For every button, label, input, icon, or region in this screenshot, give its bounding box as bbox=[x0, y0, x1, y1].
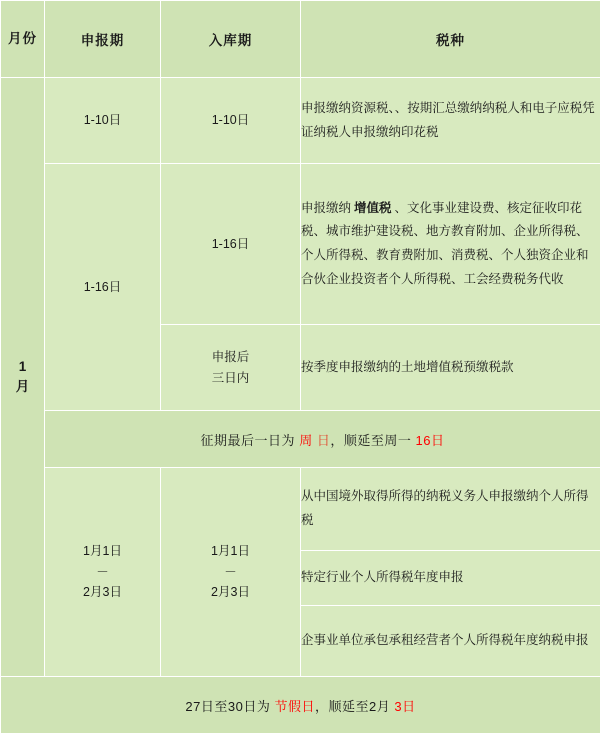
declaration-period-4-line2: 2月3日 bbox=[83, 585, 122, 600]
declaration-period-4 bbox=[45, 468, 161, 677]
note-1-red2: 16日 bbox=[415, 432, 445, 448]
note-2-middle: ，顺延至2月 bbox=[314, 698, 391, 714]
declaration-period-4-line1: 1月1日 bbox=[83, 544, 122, 559]
note-1-green: 日 bbox=[316, 432, 331, 448]
header-declaration-label: 申报期 bbox=[80, 33, 125, 48]
note-1-red: 周 bbox=[299, 432, 313, 448]
note-2-red2: 3日 bbox=[394, 698, 416, 714]
note-row-2 bbox=[1, 677, 600, 734]
tax-type-4: 从中国境外取得所得的纳税义务人申报缴纳个人所得税 bbox=[301, 468, 600, 551]
tax-type-2-rest: 、文化事业建设费、核定征收印花税、城市维护建设税、地方教育附加、企业所得税、个人所得税、教育费附加、消费税、个人独资企业和合伙企业投资者个人所得税、工会经费税务代收 bbox=[301, 200, 589, 286]
payment-period-4 bbox=[161, 468, 301, 677]
note-2-prefix: 27日至30日为 bbox=[185, 698, 271, 714]
month-value-number: 1 bbox=[18, 358, 27, 374]
note-1 bbox=[45, 411, 600, 468]
tax-type-1: 申报缴纳资源税、、按期汇总缴纳纳税人和电子应税凭证纳税人申报缴纳印花税 bbox=[301, 78, 600, 164]
note-1-prefix: 征期最后一日为 bbox=[200, 432, 296, 448]
payment-period-4-line1: 1月1日 bbox=[211, 544, 250, 559]
table-header-row bbox=[1, 1, 600, 78]
table-body bbox=[1, 78, 600, 734]
payment-period-3-line2: 三日内 bbox=[211, 370, 250, 385]
header-tax-type bbox=[301, 1, 600, 78]
header-declaration-period bbox=[45, 1, 161, 78]
declaration-period-1: 1-10日 bbox=[45, 78, 161, 164]
note-1-middle: ，顺延至周一 bbox=[330, 432, 412, 448]
header-payment-period bbox=[161, 1, 301, 78]
table-row bbox=[1, 78, 600, 164]
table-header bbox=[1, 1, 600, 78]
note-row-1 bbox=[1, 411, 600, 468]
tax-type-2-prefix: 申报缴纳 bbox=[301, 200, 352, 215]
declaration-period-2: 1-16日 bbox=[45, 164, 161, 411]
note-2-red: 节假日 bbox=[274, 698, 315, 714]
header-tax-type-label: 税种 bbox=[436, 33, 465, 48]
payment-period-3-line1: 申报后 bbox=[211, 349, 250, 364]
payment-period-3 bbox=[161, 325, 301, 411]
table-row bbox=[1, 468, 600, 551]
tax-type-5: 特定行业个人所得税年度申报 bbox=[301, 551, 600, 606]
month-cell-january bbox=[1, 78, 45, 677]
tax-type-2 bbox=[301, 164, 600, 325]
payment-period-4-dash: － bbox=[224, 564, 237, 579]
tax-type-2-highlight: 增值税 bbox=[354, 200, 392, 215]
header-month bbox=[1, 1, 45, 78]
declaration-period-4-dash: － bbox=[96, 564, 109, 579]
tax-type-6: 企事业单位承包承租经营者个人所得税年度纳税申报 bbox=[301, 606, 600, 677]
month-value-unit: 月 bbox=[15, 379, 30, 394]
payment-period-2: 1-16日 bbox=[161, 164, 301, 325]
note-2 bbox=[1, 677, 600, 734]
header-payment-label: 入库期 bbox=[208, 33, 253, 48]
tax-type-3: 按季度申报缴纳的土地增值税预缴税款 bbox=[301, 325, 600, 411]
payment-period-1: 1-10日 bbox=[161, 78, 301, 164]
payment-period-4-line2: 2月3日 bbox=[211, 585, 250, 600]
table-row bbox=[1, 164, 600, 325]
header-month-label: 月份 bbox=[8, 31, 37, 47]
